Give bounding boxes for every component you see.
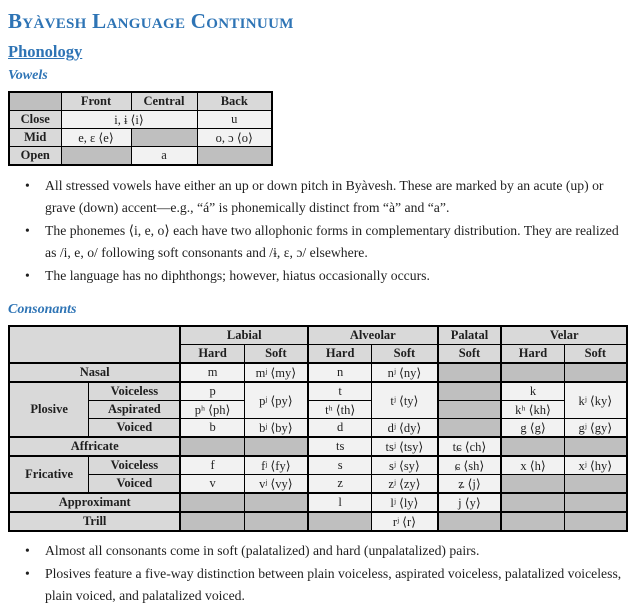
c-plos-vd-vel-soft: gʲ ⟨gy⟩ [564, 419, 627, 438]
subheader-palatal-soft: Soft [438, 345, 502, 364]
empty-cell [564, 475, 627, 494]
c-plos-vd-lab-soft: bʲ ⟨by⟩ [244, 419, 308, 438]
c-appr-alv-soft: lʲ ⟨ly⟩ [372, 493, 438, 512]
subheading-consonants: Consonants [8, 302, 77, 317]
vowel-header-row [9, 92, 272, 111]
vowel-note-3: • The language has no diphthongs; however, hiatus occasionally occurs. [8, 265, 628, 287]
manner-label-nasal: Nasal [9, 363, 180, 382]
c-plos-asp-lab-hard: pʰ ⟨ph⟩ [180, 401, 244, 419]
vowel-row-close [9, 111, 272, 129]
consonant-notes-list [8, 540, 628, 604]
c-nasal-lab-hard: m [180, 363, 244, 382]
c-plos-asp-vel-hard: kʰ ⟨kh⟩ [501, 401, 564, 419]
c-plos-vd-lab-hard: b [180, 419, 244, 438]
c-fric-vd-lab-soft: vʲ ⟨vy⟩ [244, 475, 308, 494]
manner-label-approximant: Approximant [9, 493, 180, 512]
vowel-note-2: • The phonemes ⟨i, e, o⟩ each have two allophonic forms in complementary distribution. They are realized as /i, e, o/ following soft consonants and /ɨ, ɛ, ɔ/ elsewhere. [8, 220, 628, 264]
vowel-note-1: • All stressed vowels have either an up or down pitch in Byàvesh. These are marked by an acute (up) or grave (down) accent—e.g., “á” is phonemically distinct from “à” and “a”. [8, 175, 628, 219]
c-nasal-alv-hard: n [308, 363, 372, 382]
empty-cell [501, 475, 564, 494]
c-fric-vd-alv-soft: zʲ ⟨zy⟩ [372, 475, 438, 494]
empty-cell [501, 437, 564, 456]
row-nasal [9, 363, 627, 382]
empty-cell [180, 512, 244, 531]
c-plos-asp-alv-hard: tʰ ⟨th⟩ [308, 401, 372, 419]
cell-close-back: u [197, 111, 272, 129]
vowel-header-central: Central [131, 92, 197, 111]
empty-cell [564, 363, 627, 382]
consonant-table [8, 325, 628, 532]
c-plos-vd-alv-soft: dʲ ⟨dy⟩ [372, 419, 438, 438]
c-fric-vl-pal-soft: ɕ ⟨sh⟩ [438, 456, 502, 475]
row-fricative-voiceless [9, 456, 627, 475]
subheader-velar-soft: Soft [564, 345, 627, 364]
row-fricative-voiced [9, 475, 627, 494]
cell-mid-front: e, ɛ ⟨e⟩ [61, 129, 131, 147]
vowel-header-front: Front [61, 92, 131, 111]
empty-cell [438, 401, 502, 419]
c-plos-vl-alv-hard: t [308, 382, 372, 401]
empty-cell [197, 147, 272, 166]
empty-cell [564, 512, 627, 531]
row-trill [9, 512, 627, 531]
consonant-place-header-row [9, 326, 627, 345]
row-plosive-voiced [9, 419, 627, 438]
manner-label-fricative: Fricative [9, 456, 89, 493]
vowel-corner-cell [9, 92, 61, 111]
c-fric-vl-lab-soft: fʲ ⟨fy⟩ [244, 456, 308, 475]
c-fric-vl-alv-hard: s [308, 456, 372, 475]
empty-cell [564, 437, 627, 456]
manner-label-fric-voiced: Voiced [89, 475, 181, 494]
c-plos-alv-soft: tʲ ⟨ty⟩ [372, 382, 438, 419]
c-appr-alv-hard: l [308, 493, 372, 512]
c-fric-vl-lab-hard: f [180, 456, 244, 475]
place-header-velar: Velar [501, 326, 627, 345]
c-affr-alv-soft: tsʲ ⟨tsy⟩ [372, 437, 438, 456]
empty-cell [438, 512, 502, 531]
c-affr-alv-hard: ts [308, 437, 372, 456]
empty-cell [244, 493, 308, 512]
manner-label-fric-voiceless: Voiceless [89, 456, 181, 475]
cell-open-central: a [131, 147, 197, 166]
c-plos-vel-soft: kʲ ⟨ky⟩ [564, 382, 627, 419]
c-plos-vd-vel-hard: g ⟨g⟩ [501, 419, 564, 438]
c-plos-vl-vel-hard: k [501, 382, 564, 401]
empty-cell [131, 129, 197, 147]
consonant-note-1: • Almost all consonants come in soft (palatalized) and hard (unpalatalized) pairs. [8, 540, 628, 562]
c-fric-vl-alv-soft: sʲ ⟨sy⟩ [372, 456, 438, 475]
place-header-palatal: Palatal [438, 326, 502, 345]
row-approximant [9, 493, 627, 512]
page-title: Byàvesh Language Continuum [8, 9, 294, 33]
c-fric-vd-lab-hard: v [180, 475, 244, 494]
empty-cell [438, 382, 502, 401]
subheader-labial-soft: Soft [244, 345, 308, 364]
subheader-alveolar-hard: Hard [308, 345, 372, 364]
subheader-velar-hard: Hard [501, 345, 564, 364]
vowel-row-label-mid: Mid [9, 129, 61, 147]
vowel-row-mid [9, 129, 272, 147]
cell-mid-back: o, ɔ ⟨o⟩ [197, 129, 272, 147]
row-affricate [9, 437, 627, 456]
manner-label-voiced: Voiced [89, 419, 181, 438]
vowel-row-open [9, 147, 272, 166]
empty-cell [61, 147, 131, 166]
row-plosive-aspirated [9, 401, 627, 419]
vowel-notes-list [8, 175, 628, 287]
c-fric-vd-pal-soft: ʑ ⟨j⟩ [438, 475, 502, 494]
subheader-alveolar-soft: Soft [372, 345, 438, 364]
c-appr-pal-soft: j ⟨y⟩ [438, 493, 502, 512]
manner-label-aspirated: Aspirated [89, 401, 181, 419]
empty-cell [564, 493, 627, 512]
consonant-corner-cell [9, 326, 180, 363]
manner-label-affricate: Affricate [9, 437, 180, 456]
place-header-labial: Labial [180, 326, 308, 345]
manner-label-trill: Trill [9, 512, 180, 531]
empty-cell [438, 363, 502, 382]
empty-cell [501, 512, 564, 531]
manner-label-voiceless: Voiceless [89, 382, 181, 401]
manner-label-plosive: Plosive [9, 382, 89, 437]
vowel-row-label-open: Open [9, 147, 61, 166]
c-plos-vl-lab-hard: p [180, 382, 244, 401]
row-plosive-voiceless [9, 382, 627, 401]
c-trill-alv-soft: rʲ ⟨r⟩ [372, 512, 438, 531]
empty-cell [244, 512, 308, 531]
empty-cell [438, 419, 502, 438]
place-header-alveolar: Alveolar [308, 326, 438, 345]
vowel-header-back: Back [197, 92, 272, 111]
consonant-note-2: • Plosives feature a five-way distinction between plain voiceless, aspirated voiceless, palatalized voiceless, plain voiced, and palatalized voiced. [8, 563, 628, 604]
section-heading-phonology: Phonology [8, 42, 83, 61]
c-plos-vd-alv-hard: d [308, 419, 372, 438]
vowel-row-label-close: Close [9, 111, 61, 129]
c-fric-vd-alv-hard: z [308, 475, 372, 494]
c-nasal-alv-soft: nʲ ⟨ny⟩ [372, 363, 438, 382]
empty-cell [308, 512, 372, 531]
vowel-table [8, 91, 273, 166]
subheading-vowels: Vowels [8, 68, 48, 83]
c-fric-vl-vel-hard: x ⟨h⟩ [501, 456, 564, 475]
empty-cell [180, 437, 244, 456]
c-plos-lab-soft: pʲ ⟨py⟩ [244, 382, 308, 419]
c-affr-pal-soft: tɕ ⟨ch⟩ [438, 437, 502, 456]
cell-close-front-central: i, ɨ ⟨i⟩ [61, 111, 197, 129]
empty-cell [501, 493, 564, 512]
c-nasal-lab-soft: mʲ ⟨my⟩ [244, 363, 308, 382]
empty-cell [244, 437, 308, 456]
empty-cell [501, 363, 564, 382]
c-fric-vl-vel-soft: xʲ ⟨hy⟩ [564, 456, 627, 475]
subheader-labial-hard: Hard [180, 345, 244, 364]
empty-cell [180, 493, 244, 512]
